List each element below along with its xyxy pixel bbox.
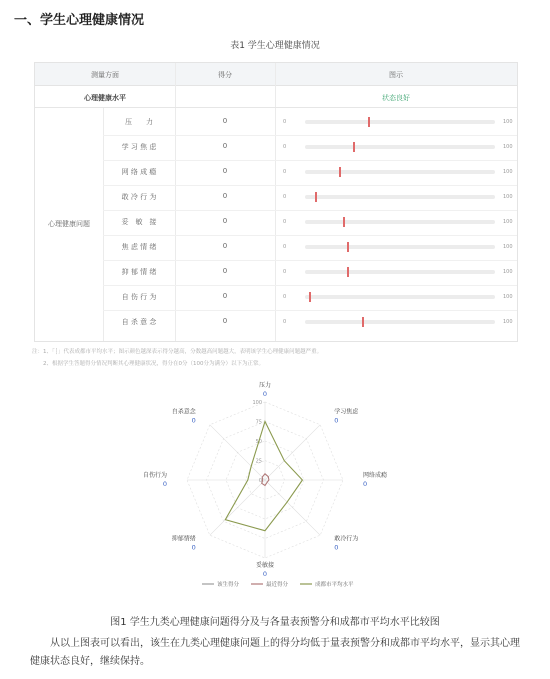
- header-chart: 图示: [389, 71, 403, 79]
- legend-label: 最近得分: [266, 582, 289, 588]
- row-bar-track: [305, 295, 495, 299]
- row-score: 0: [222, 267, 228, 275]
- radar-axis-score: 0: [191, 543, 196, 552]
- row-average-marker: [339, 167, 341, 177]
- radar-axis-label: 学习焦虑: [334, 408, 359, 416]
- scale-min-label: 0: [283, 119, 287, 125]
- row-divider: [103, 135, 517, 136]
- group-label: 心理健康问题: [48, 220, 90, 228]
- note-2: 2、根据学生答题得分情况判断其心理健康状况，得分在0分（100分为满分）以下为正常。: [32, 361, 264, 367]
- row-bar-track: [305, 120, 495, 124]
- radar-axis-label: 抑郁情绪: [171, 535, 196, 543]
- row-bar-track: [305, 195, 495, 199]
- radar-axis-score: 0: [191, 416, 196, 425]
- row-bar-track: [305, 320, 495, 324]
- radar-axis-score: 0: [162, 480, 167, 488]
- header-aspect: 测量方面: [91, 71, 119, 79]
- scale-min-label: 0: [283, 269, 287, 275]
- row-bar-track: [305, 170, 495, 174]
- row-average-marker: [343, 217, 345, 227]
- row-score: 0: [222, 317, 228, 325]
- scale-max-label: 100: [503, 269, 513, 275]
- figure-caption: 图1 学生九类心理健康问题得分及与各量表预警分和成都市平均水平比较图: [110, 617, 440, 628]
- scale-max-label: 100: [503, 144, 513, 150]
- row-bar-track: [305, 145, 495, 149]
- row-average-marker: [362, 317, 364, 327]
- row-label: 学 习 焦 虑: [121, 143, 157, 151]
- scale-max-label: 100: [503, 119, 513, 125]
- row-average-marker: [309, 292, 311, 302]
- scale-min-label: 0: [283, 144, 287, 150]
- conclusion-paragraph: 从以上图表可以看出，该生在九类心理健康问题上的得分均低于量表预警分和成都市平均水平，显示其心理健康状态良好，继续保持。: [30, 638, 520, 667]
- row-divider: [103, 260, 517, 261]
- radar-axis-score: 0: [363, 480, 368, 488]
- row-divider: [103, 185, 517, 186]
- row-average-marker: [315, 192, 317, 202]
- row-score: 0: [222, 117, 228, 125]
- scale-max-label: 100: [503, 194, 513, 200]
- header-score: 得分: [218, 71, 232, 79]
- radar-axis-label: 自杀意念: [171, 408, 196, 416]
- level-status: 状态良好: [382, 94, 410, 102]
- scale-min-label: 0: [283, 169, 287, 175]
- radar-axis-score: 0: [334, 543, 339, 552]
- row-divider: [103, 285, 517, 286]
- legend-label: 成都市平均水平: [315, 582, 354, 588]
- row-label: 压 力: [125, 118, 153, 126]
- radar-tick-label: 25: [255, 458, 262, 465]
- row-score: 0: [222, 292, 228, 300]
- radar-axis-label: 自伤行为: [142, 472, 167, 479]
- row-label: 妥 敏 接: [121, 218, 157, 226]
- row-divider: [103, 160, 517, 161]
- radar-tick-label: 100: [252, 400, 262, 406]
- legend-label: 该生得分: [217, 582, 240, 588]
- radar-axis-score: 0: [262, 390, 268, 398]
- row-label: 敢 冷 行 为: [121, 193, 157, 201]
- table-caption: 表1 学生心理健康情况: [230, 41, 320, 51]
- scale-max-label: 100: [503, 244, 513, 250]
- row-average-marker: [353, 142, 355, 152]
- row-average-marker: [347, 267, 349, 277]
- row-score: 0: [222, 242, 228, 250]
- row-bar-track: [305, 220, 495, 224]
- row-divider: [103, 235, 517, 236]
- row-label: 网 络 成 瘾: [121, 168, 157, 176]
- row-average-marker: [347, 242, 349, 252]
- row-bar-track: [305, 270, 495, 274]
- row-score: 0: [222, 167, 228, 175]
- scale-max-label: 100: [503, 169, 513, 175]
- scale-min-label: 0: [283, 294, 287, 300]
- health-table: [34, 62, 518, 342]
- row-score: 0: [222, 142, 228, 150]
- radar-axis-label: 网络成瘾: [363, 472, 388, 479]
- radar-tick-label: 0: [258, 478, 262, 484]
- level-label: 心理健康水平: [84, 94, 126, 102]
- radar-tick-label: 50: [255, 439, 262, 445]
- scale-min-label: 0: [283, 219, 287, 225]
- radar-axis-score: 0: [334, 416, 339, 425]
- radar-axis-label: 妥敏接: [255, 562, 275, 569]
- radar-axis-label: 压力: [258, 382, 272, 389]
- note-1: 注：1、「┆」代表成都市平均水平；图示颜色越深表示得分越高，分数越高问题越大，表明该学生心理健康问题越严重。: [32, 349, 323, 355]
- table-header-row: [35, 63, 517, 86]
- row-score: 0: [222, 192, 228, 200]
- scale-max-label: 100: [503, 319, 513, 325]
- radar-series-line: [225, 419, 302, 531]
- radar-chart: [142, 380, 390, 595]
- row-bar-track: [305, 245, 495, 249]
- row-label: 自 杀 意 念: [121, 318, 157, 326]
- row-label: 抑 郁 情 绪: [121, 268, 157, 276]
- scale-min-label: 0: [283, 244, 287, 250]
- row-score: 0: [222, 217, 228, 225]
- section-heading: 一、学生心理健康情况: [14, 13, 145, 28]
- scale-max-label: 100: [503, 294, 513, 300]
- row-average-marker: [368, 117, 370, 127]
- row-label: 自 伤 行 为: [121, 293, 157, 301]
- scale-min-label: 0: [283, 194, 287, 200]
- scale-min-label: 0: [283, 319, 287, 325]
- scale-max-label: 100: [503, 219, 513, 225]
- radar-axis-score: 0: [262, 570, 268, 578]
- radar-tick-label: 75: [255, 419, 262, 426]
- row-label: 焦 虑 情 绪: [121, 243, 157, 251]
- radar-axis-label: 敢冷行为: [334, 535, 359, 543]
- row-divider: [103, 210, 517, 211]
- row-divider: [103, 310, 517, 311]
